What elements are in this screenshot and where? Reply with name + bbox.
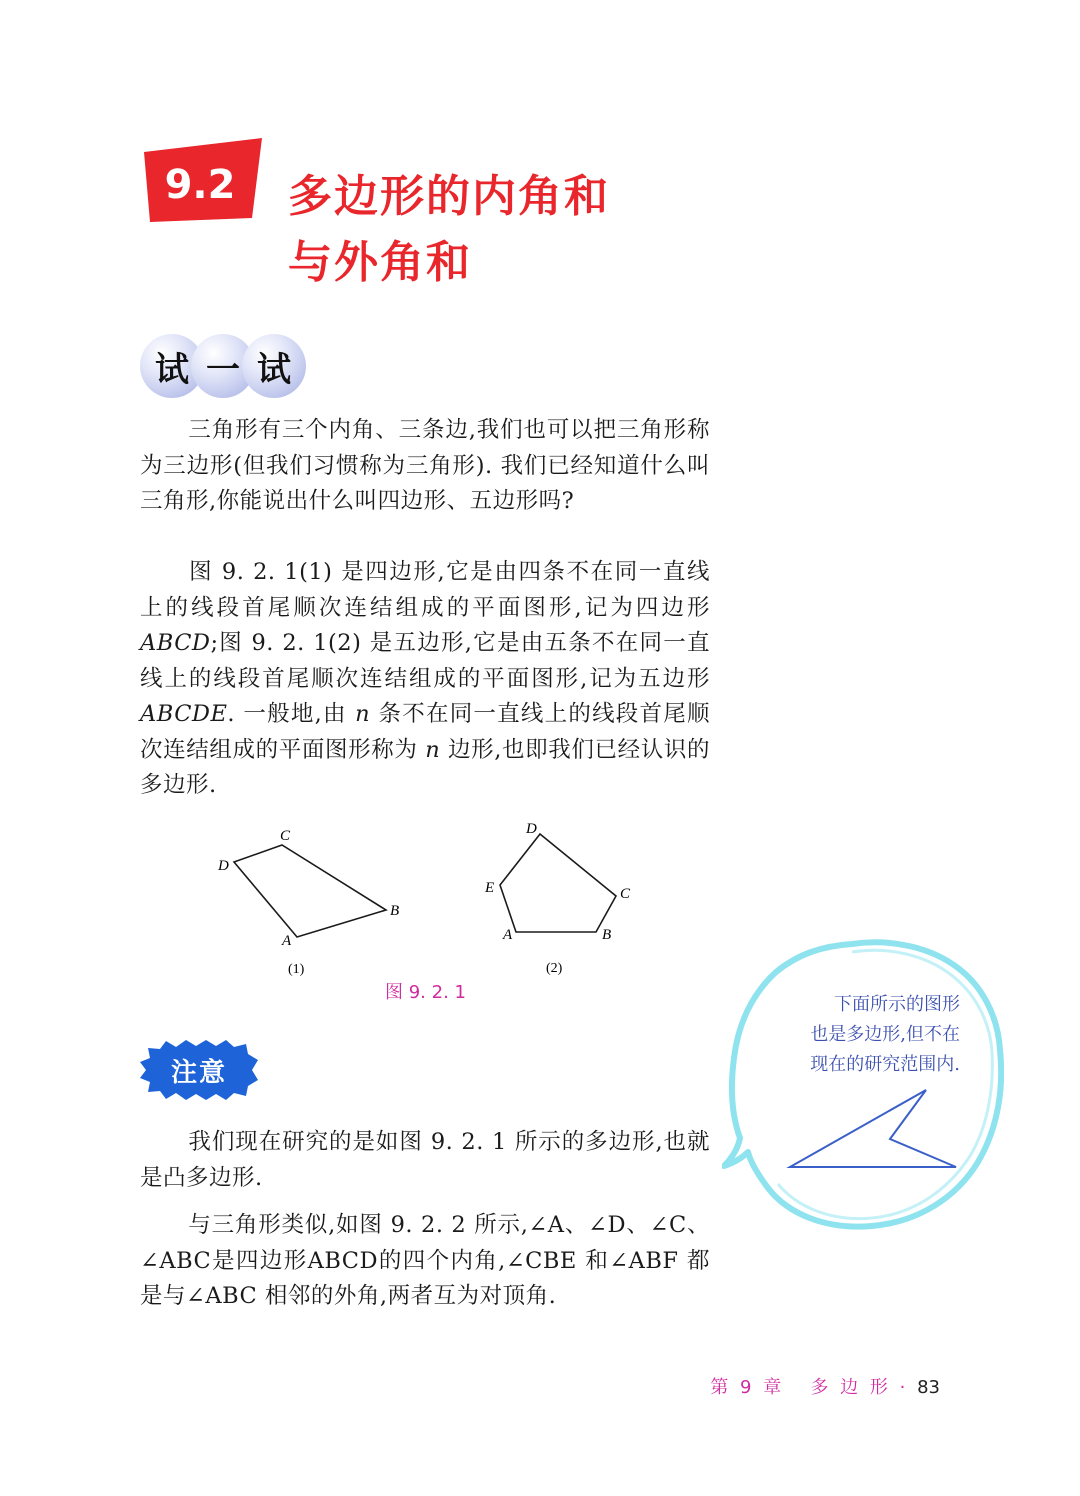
note-label: 注意 [170, 1057, 227, 1088]
try-it-char-3: 试 [242, 334, 306, 398]
pent-label-b: B [602, 927, 612, 943]
figure-caption: 图 9. 2. 1 [385, 982, 466, 1003]
figure-9-2-1 [200, 815, 660, 985]
section-number: 9.2 [164, 162, 236, 208]
pent-label-d: D [526, 821, 537, 837]
quad-label-c: C [280, 828, 291, 844]
footer-chapter-title: 多 边 形 [810, 1377, 891, 1398]
section-title-line2: 与外角和 [288, 237, 472, 288]
section-number-badge [140, 138, 262, 222]
footer-chapter: 第 9 章 [710, 1377, 785, 1398]
paragraph-intro: 三角形有三个内角、三条边,我们也可以把三角形称为三边形(但我们习惯称为三角形). 我们已经知道什么叫三角形,你能说出什么叫四边形、五边形吗? [140, 417, 710, 514]
quad-label-b: B [390, 903, 400, 919]
callout-line-1: 下面所示的图形 [834, 994, 960, 1015]
pent-subcaption: (2) [546, 961, 563, 976]
pentagon-abcde [500, 834, 616, 932]
page-footer [710, 1373, 940, 1399]
try-it-badge [140, 334, 306, 398]
section-title-line1: 多边形的内角和 [288, 171, 610, 222]
paragraph-angles: 与三角形类似,如图 9. 2. 2 所示,∠A、∠D、∠C、∠ABC是四边形ABCD的四个内角,∠CBE 和∠ABF 都是与∠ABC 相邻的外角,两者互为对顶角. [140, 1212, 710, 1309]
pent-label-c: C [620, 886, 631, 902]
paragraph-definition: 图 9. 2. 1(1) 是四边形,它是由四条不在同一直线上的线段首尾顺次连结组成的平面图形,记为四边形ABCD;图 9. 2. 1(2) 是五边形,它是由五条不在同一直线上的线段首尾顺次连结组成的平面图形,记为五边形ABCDE. 一般地,由 n 条不在同一直线上的线段首尾顺次连结组成的平面图形称为 n 边形,也即我们已经认识的多边形. [140, 559, 710, 798]
page-number: 83 [917, 1377, 940, 1398]
quad-subcaption: (1) [288, 962, 305, 977]
callout-line-3: 现在的研究范围内. [810, 1054, 960, 1075]
quad-label-d: D [218, 858, 229, 874]
footer-dot: · [899, 1377, 909, 1398]
callout-line-2: 也是多边形,但不在 [810, 1024, 960, 1045]
pent-label-a: A [503, 927, 513, 943]
callout-cloud [722, 938, 1004, 1230]
callout-text [780, 990, 960, 1080]
try-it-char-1: 试 [140, 334, 204, 398]
quad-label-a: A [282, 933, 292, 949]
paragraph-convex: 我们现在研究的是如图 9. 2. 1 所示的多边形,也就是凸多边形. [140, 1129, 710, 1191]
quadrilateral-abcd [234, 845, 386, 937]
pent-label-e: E [485, 880, 495, 896]
try-it-char-2: 一 [191, 334, 255, 398]
